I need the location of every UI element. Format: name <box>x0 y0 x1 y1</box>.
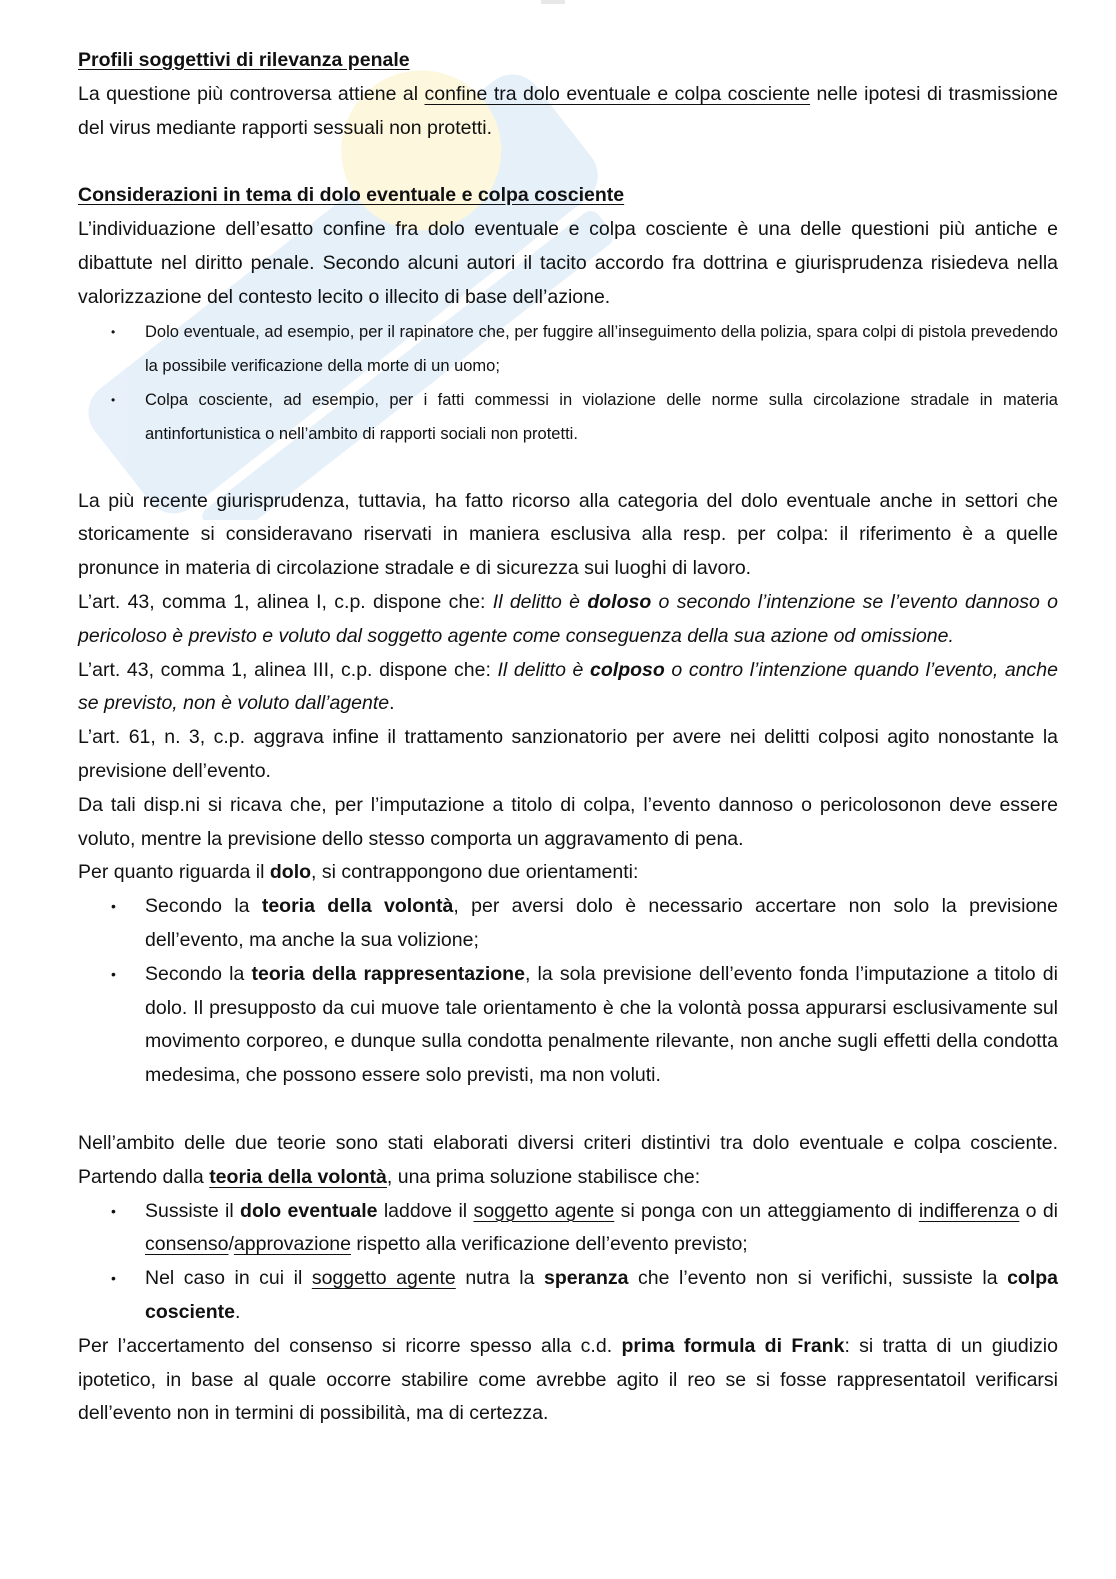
bullet-icon: • <box>111 1202 116 1219</box>
paragraph-art61: L’art. 61, n. 3, c.p. aggrava infine il trattamento sanzionatorio per avere nei delitti colposi agito nonostante la previsione dell’evento. <box>78 726 1058 782</box>
bold-term-teoria-volonta: teoria della volontà <box>261 895 454 918</box>
bullet-icon: • <box>111 965 116 982</box>
section-heading-considerazioni: Considerazioni in tema di dolo eventuale e colpa cosciente <box>78 184 625 207</box>
criteria-list <box>78 1195 1058 1330</box>
bullet-icon: • <box>111 1270 116 1287</box>
list-item: • Secondo la teoria della volontà, per aversi dolo è necessario accertare non solo la previsione dell’evento, ma anche la sua volizione; <box>78 890 1058 958</box>
bold-term-doloso: doloso <box>587 590 652 613</box>
paragraph-disp: Da tali disp.ni si ricava che, per l’imputazione a titolo di colpa, l’evento dannoso o pericolosonon deve essere voluto, mentre la previsione dello stesso comporta un aggravamento di pena. <box>78 793 1058 850</box>
paragraph-individuazione: L’individuazione dell’esatto confine fra dolo eventuale e colpa cosciente è una delle questioni più antiche e dibattute nel diritto penale. Secondo alcuni autori il tacito accordo fra dottrina e giurisprudenza risiedeva nella valorizzazione del contesto lecito o illecito di base dell’azione. <box>78 218 1058 308</box>
paragraph-questione: La questione più controversa attiene al confine tra dolo eventuale e colpa cosciente nelle ipotesi di trasmissione del virus mediante rapporti sessuali non protetti. <box>78 82 1059 139</box>
bold-term-colposo: colposo <box>590 658 665 681</box>
examples-list <box>78 315 1058 451</box>
list-item: • Colpa cosciente, ad esempio, per i fatti commessi in violazione delle norme sulla circolazione stradale in materia antinfortunistica o nell’ambito di rapporti sociali non protetti. <box>78 383 1058 451</box>
list-item: • Dolo eventuale, ad esempio, per il rapinatore che, per fuggire all’inseguimento della polizia, spara colpi di pistola prevedendo la possibile verificazione della morte di un uomo; <box>78 315 1058 383</box>
document-content <box>78 44 1058 1431</box>
bold-term-dolo: dolo <box>269 861 312 884</box>
section-heading-profili: Profili soggettivi di rilevanza penale <box>78 49 410 71</box>
list-item: • Sussiste il dolo eventuale laddove il soggetto agente si ponga con un atteggiamento di indifferenza o di consenso/approvazione rispetto alla verificazione dell’evento previsto; <box>78 1195 1058 1263</box>
bullet-icon: • <box>111 324 116 339</box>
theories-list <box>78 890 1058 1093</box>
bullet-icon: • <box>111 898 116 915</box>
paragraph-frank: Per l’accertamento del consenso si ricorre spesso alla c.d. prima formula di Frank: si tratta di un giudizio ipotetico, in base al quale occorre stabilire come avrebbe agito il reo se si fosse rappresentatoil verificarsi dell’evento non in termini di possibilità, ma di certezza. <box>78 1334 1058 1425</box>
list-item: • Secondo la teoria della rappresentazione, la sola previsione dell’evento fonda l’imputazione a titolo di dolo. Il presupposto da cui muove tale orientamento è che la volontà possa appurarsi esclusivamente sul movimento corporeo, e dunque sulla condotta penalmente rilevante, non anche sugli effetti della condotta medesima, che possono essere solo previsti, ma non voluti. <box>78 958 1058 1093</box>
bold-term-teoria-rappresentazione: teoria della rappresentazione <box>251 962 525 985</box>
paragraph-art43-colposo: L’art. 43, comma 1, alinea III, c.p. dispone che: Il delitto è colposo o contro l’intenzione quando l’evento, anche se previsto, non è voluto dall’agente. <box>78 658 1058 715</box>
paragraph-dolo: Per quanto riguarda il dolo, si contrappongono due orientamenti: <box>78 861 639 884</box>
list-item: • Nel caso in cui il soggetto agente nutra la speranza che l’evento non si verifichi, sussiste la colpa cosciente. <box>78 1262 1058 1330</box>
paragraph-criteri: Nell’ambito delle due teorie sono stati elaborati diversi criteri distintivi tra dolo eventuale e colpa cosciente. Partendo dalla teoria della volontà, una prima soluzione stabilisce che: <box>78 1131 1058 1188</box>
underlined-phrase: confine tra dolo eventuale e colpa cosciente <box>424 82 811 105</box>
paragraph-art43-doloso: L’art. 43, comma 1, alinea I, c.p. dispone che: Il delitto è doloso o secondo l’intenzione se l’evento dannoso o pericoloso è previsto e voluto dal soggetto agente come conseguenza della sua azione od omissione. <box>78 590 1058 647</box>
bold-underlined-teoria-volonta: teoria della volontà <box>209 1165 387 1188</box>
paragraph-giurisprudenza: La più recente giurisprudenza, tuttavia, ha fatto ricorso alla categoria del dolo eventuale anche in settori che storicamente si consideravano riservati in maniera esclusiva alla resp. per colpa: il riferimento è a quelle pronunce in materia di circolazione stradale e di sicurezza sui luoghi di lavoro. <box>78 489 1058 580</box>
bullet-icon: • <box>111 392 116 407</box>
page-header-mark <box>541 0 565 4</box>
bold-term-frank: prima formula di Frank <box>621 1334 845 1357</box>
